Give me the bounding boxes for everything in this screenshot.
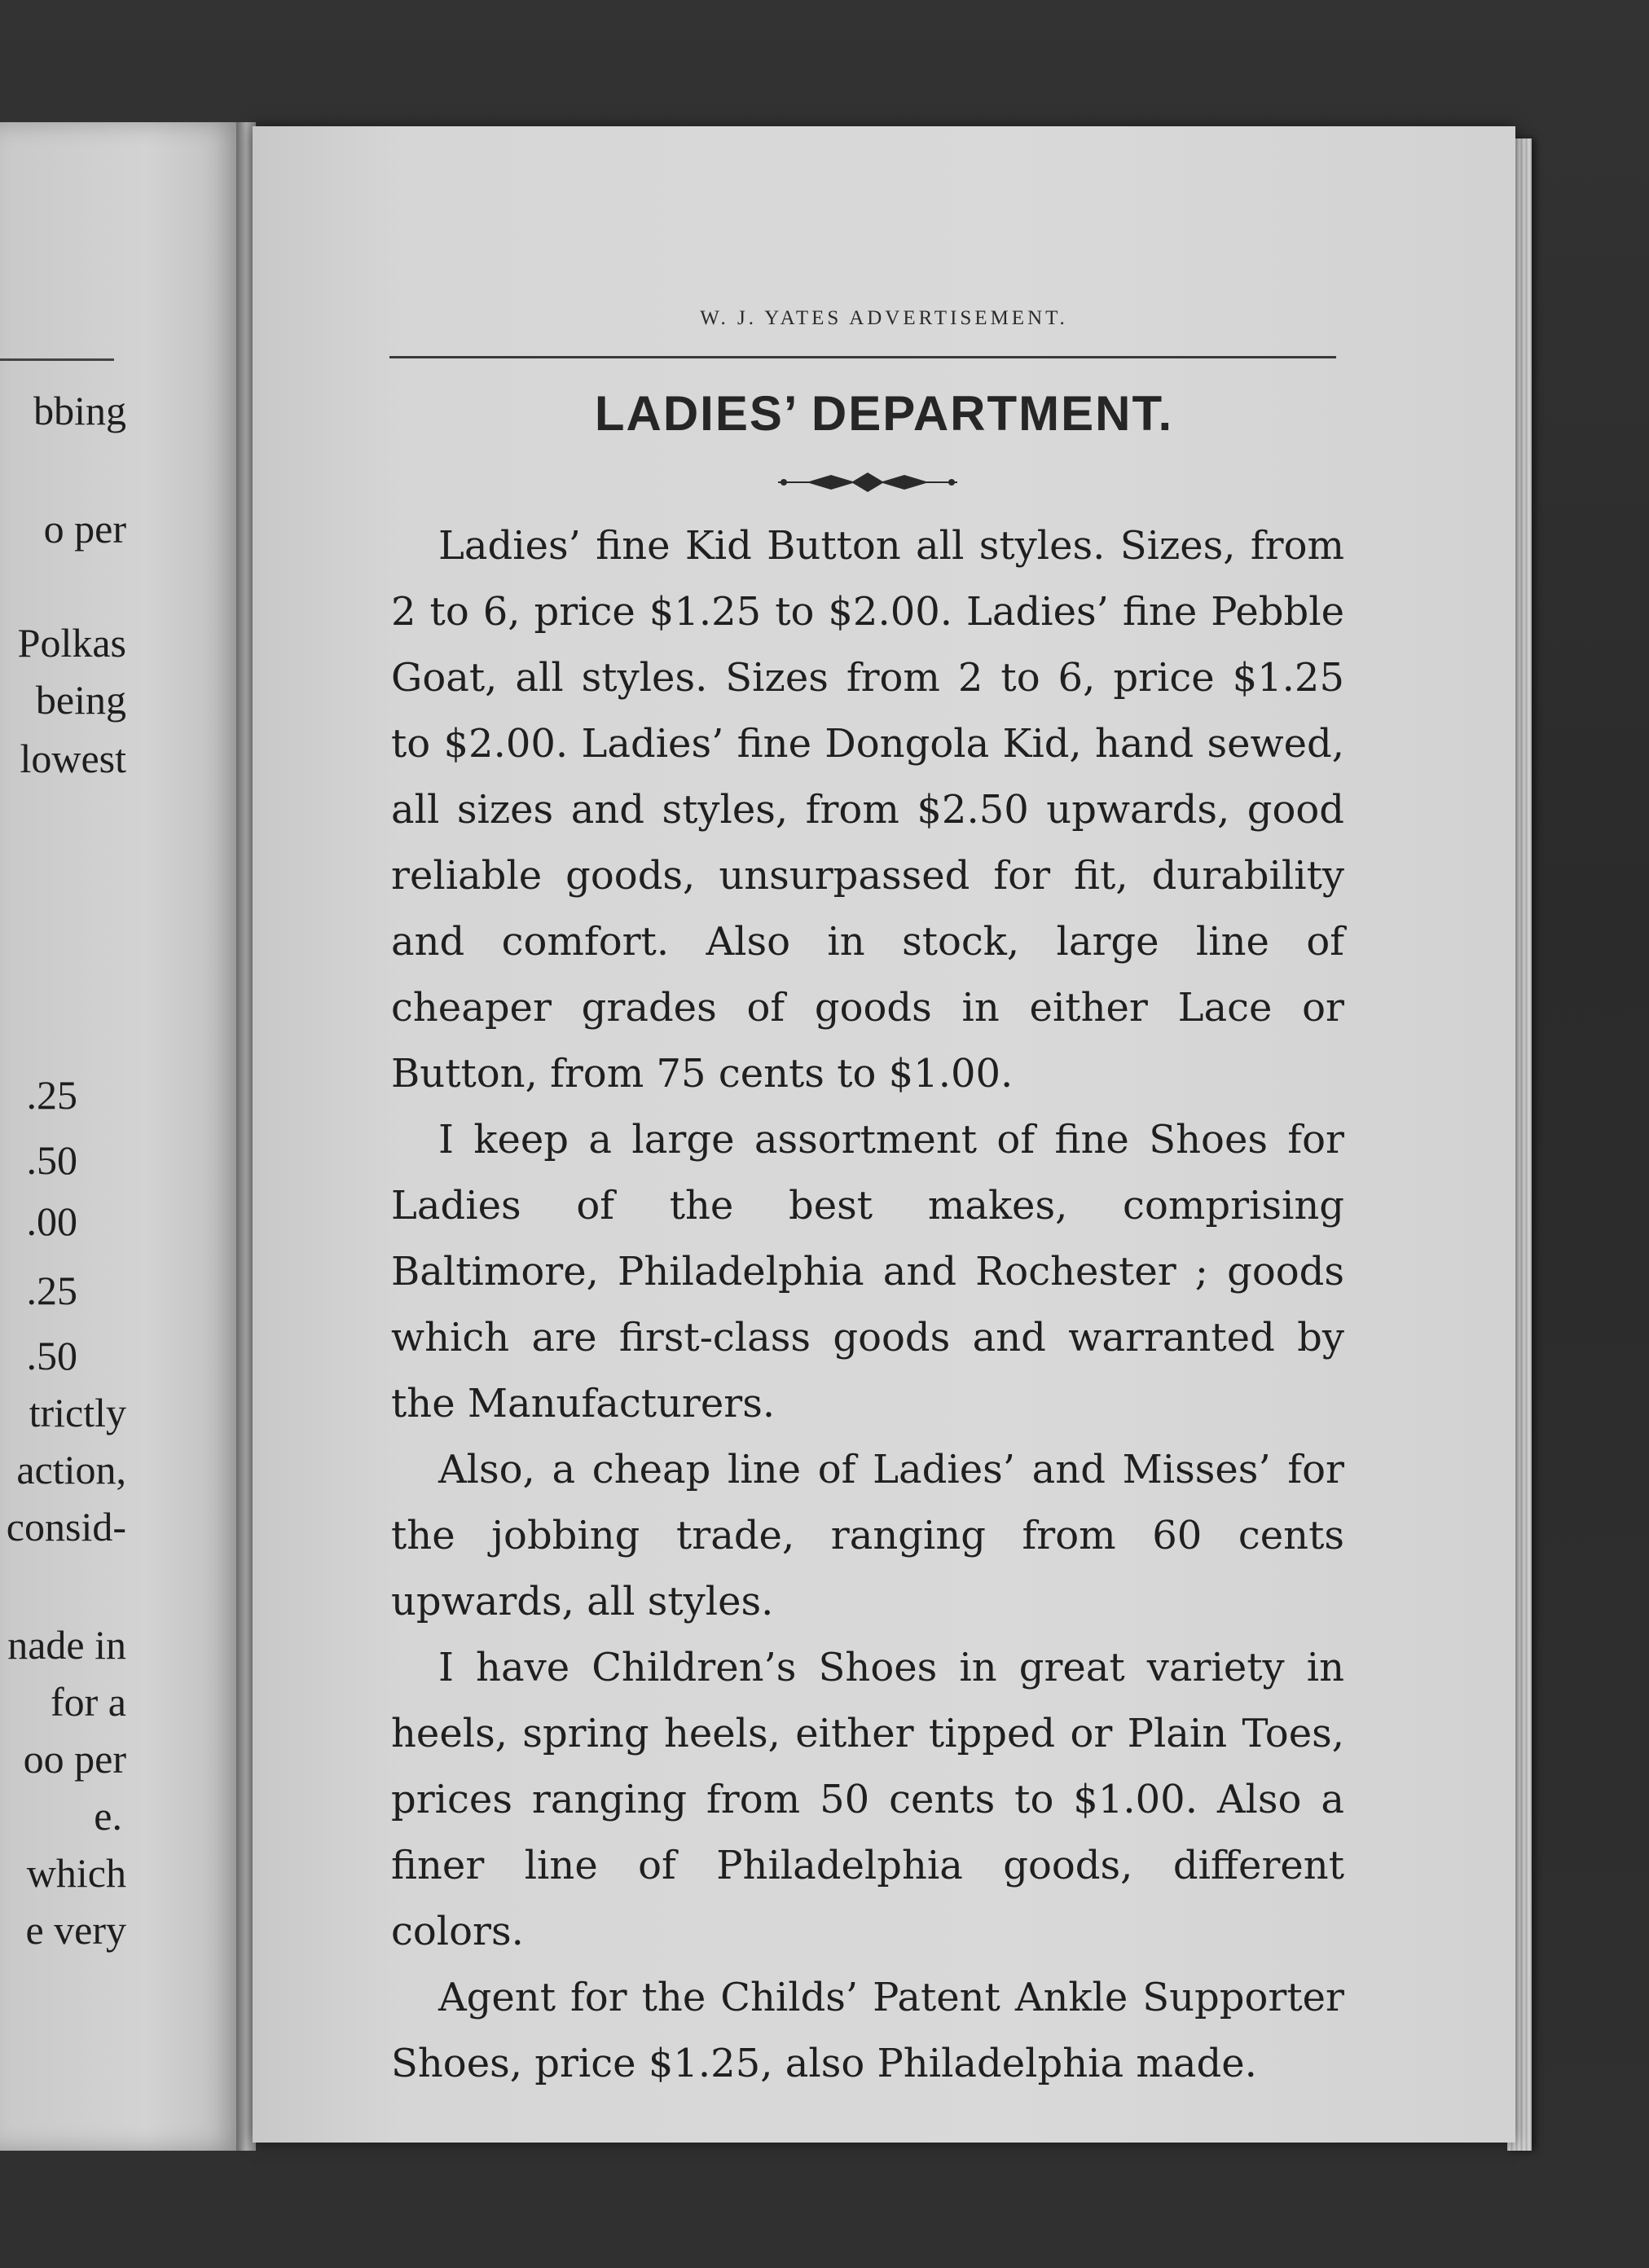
header-rule xyxy=(389,356,1336,358)
previous-page-line: consid- xyxy=(6,1504,126,1549)
previous-page-line: e. xyxy=(94,1793,122,1839)
paragraph: Agent for the Childs’ Patent Ankle Supporter Shoes, price $1.25, also Philadelphia made. xyxy=(391,1975,1344,2086)
previous-page-line: e very xyxy=(25,1907,126,1953)
previous-page-line: being xyxy=(35,677,126,723)
previous-page-line: bbing xyxy=(33,388,126,433)
previous-page-line: .50 xyxy=(26,1333,77,1378)
running-head: W. J. YATES ADVERTISEMENT. xyxy=(700,307,1068,329)
previous-page-line: .25 xyxy=(26,1268,77,1313)
article-body xyxy=(391,513,1344,2097)
previous-page-text xyxy=(0,122,126,2151)
previous-page-line: .00 xyxy=(26,1198,77,1244)
page-title: LADIES’ DEPARTMENT. xyxy=(594,386,1174,441)
previous-page-line: for a xyxy=(51,1679,126,1725)
previous-page-line: .25 xyxy=(26,1072,77,1118)
previous-page-line: .50 xyxy=(26,1137,77,1183)
previous-page-line: Polkas xyxy=(17,620,126,666)
previous-page-fragment xyxy=(0,122,244,2151)
previous-page-line: oo per xyxy=(23,1736,126,1782)
main-page xyxy=(253,126,1515,2143)
paragraph: Ladies’ fine Kid Button all styles. Sizes, from 2 to 6, price $1.25 to $2.00. Ladies’ fine Pebble Goat, all styles. Sizes from 2 to 6, price $1.25 to $2.00. Ladies’ fine Dongola Kid, hand sewed, all sizes and styles, from $2.50 upwards, good reliable goods, unsurpassed for fit, durability and comfort. Also in stock, large line of cheaper grades of goods in either Lace or Button, from 75 cents to $1.00. xyxy=(391,523,1344,1097)
previous-page-line: which xyxy=(26,1850,126,1896)
previous-page-line: lowest xyxy=(20,736,126,781)
paragraph: I keep a large assortment of fine Shoes for Ladies of the best makes, comprising Baltimore, Philadelphia and Rochester ; goods which are first-class goods and warranted by the Manufacturers. xyxy=(391,1117,1344,1426)
paragraph: Also, a cheap line of Ladies’ and Misses’ for the jobbing trade, ranging from 60 cents upwards, all styles. xyxy=(391,1447,1344,1624)
ornament-divider xyxy=(774,468,961,496)
previous-page-line: o per xyxy=(43,506,126,552)
previous-page-line: trictly xyxy=(29,1390,126,1435)
previous-page-line: action, xyxy=(16,1447,126,1492)
paragraph: I have Children’s Shoes in great variety in heels, spring heels, either tipped or Plain Toes, prices ranging from 50 cents to $1.00. Also a finer line of Philadelphia goods, different colors. xyxy=(391,1645,1344,1954)
previous-page-line: nade in xyxy=(7,1622,126,1668)
